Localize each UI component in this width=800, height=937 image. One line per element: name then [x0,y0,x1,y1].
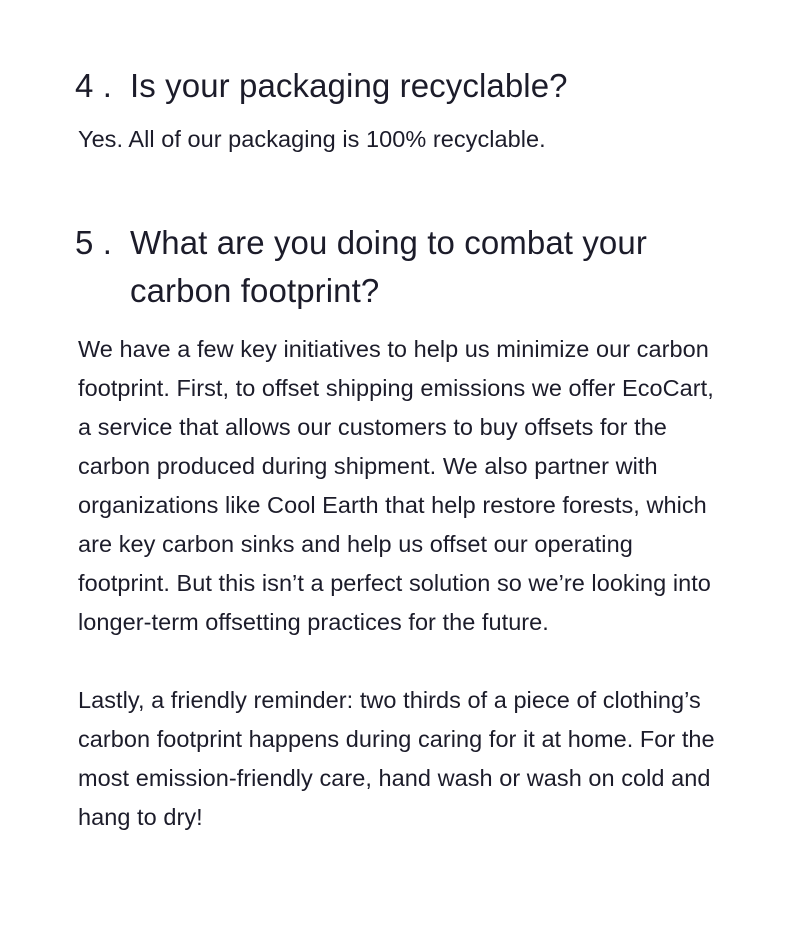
faq-item-packaging [75,0,724,159]
faq-question [75,62,724,110]
faq-answer-paragraph: Lastly, a friendly reminder: two thirds of a piece of clothing’s carbon footprint happens during caring for it at home. For the most emission-friendly care, hand wash or wash on cold and hang to dry! [78,687,715,830]
faq-question [75,219,724,315]
faq-question-number: 4 . [75,67,112,104]
faq-answer: Yes. All of our packaging is 100% recyclable. [78,126,546,152]
faq-question-text: What are you doing to combat your carbon footprint? [130,224,647,309]
faq-question-number: 5 . [75,224,112,261]
faq-answer-paragraph: We have a few key initiatives to help us minimize our carbon footprint. First, to offset shipping emissions we offer EcoCart, a service that allows our customers to buy offsets for the carbon produced during shipment. We also partner with organizations like Cool Earth that help restore forests, which are key carbon sinks and help us offset our operating footprint. But this isn’t a perfect solution so we’re looking into longer-term offsetting practices for the future. [78,336,714,635]
faq-item-carbon-footprint [75,159,724,837]
faq-question-text: Is your packaging recyclable? [130,67,568,104]
